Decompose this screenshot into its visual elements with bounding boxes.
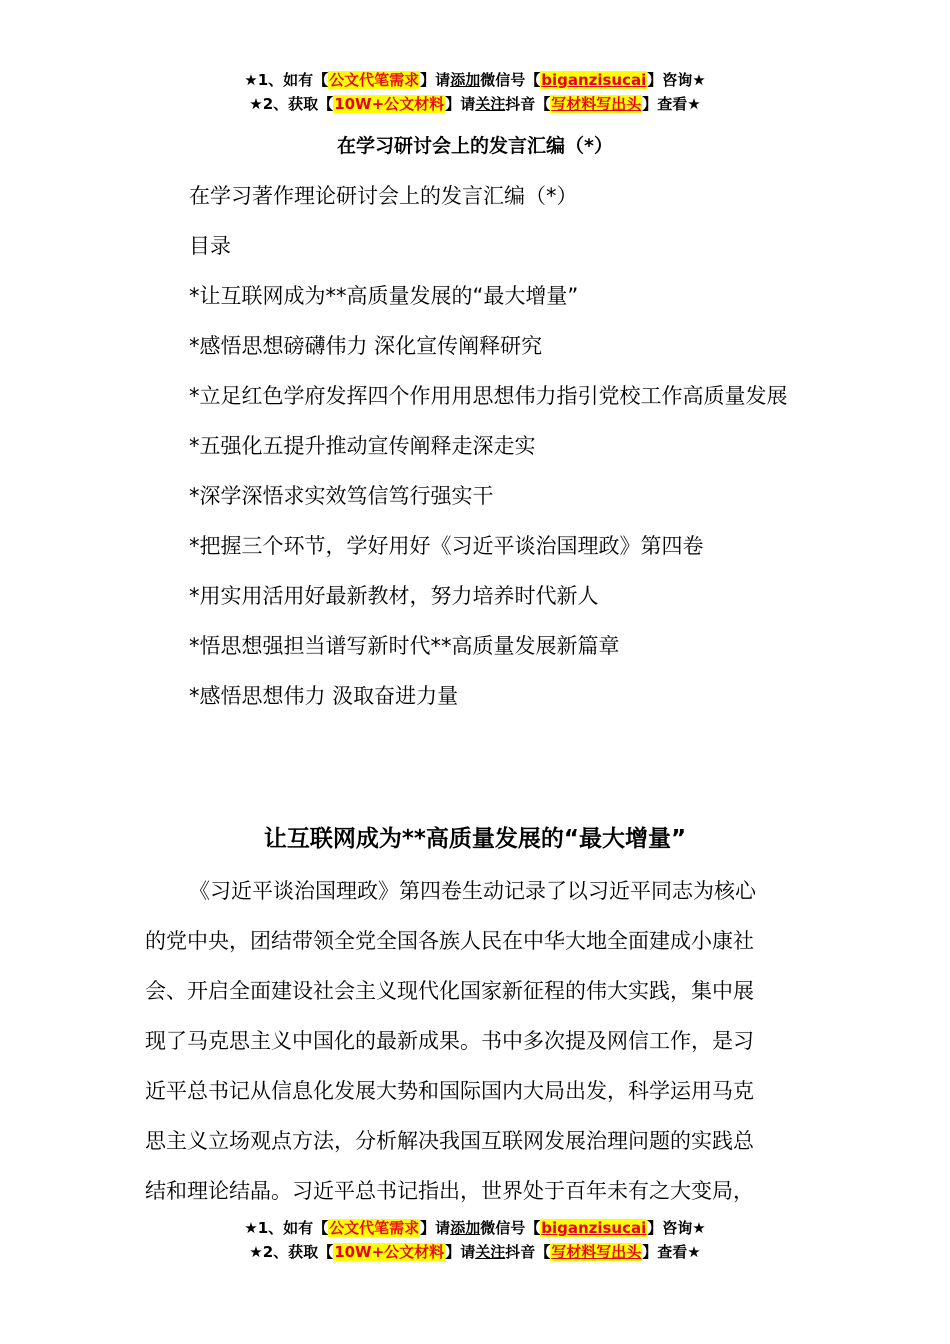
promo-emphasis: 添加 <box>450 71 481 89</box>
promo-text: ★1、如有【 <box>244 1219 329 1237</box>
section-body <box>145 866 810 1216</box>
toc-item: *把握三个环节，学好用好《习近平谈治国理政》第四卷 <box>189 534 704 558</box>
toc-subtitle: 在学习著作理论研讨会上的发言汇编（*） <box>189 184 578 208</box>
promo-text: 】请 <box>420 1219 451 1237</box>
toc-item: *立足红色学府发挥四个作用用思想伟力指引党校工作高质量发展 <box>189 384 788 408</box>
promo-highlight: 10W+公文材料 <box>334 95 445 113</box>
promo-text: ★2、获取【 <box>249 95 334 113</box>
promo-wechat-id: biganzisucai <box>541 1219 647 1237</box>
promo-highlight: 公文代笔需求 <box>329 1219 420 1237</box>
toc-item: *悟思想强担当谱写新时代**高质量发展新篇章 <box>189 634 620 658</box>
promo-text: 】咨询★ <box>647 1219 706 1237</box>
promo-text: 】请 <box>445 95 476 113</box>
body-line: 结和理论结晶。习近平总书记指出，世界处于百年未有之大变局， <box>145 1179 754 1203</box>
promo-text: 】请 <box>445 1243 476 1261</box>
promo-text: 抖音【 <box>505 95 551 113</box>
table-of-contents <box>145 171 810 721</box>
promo-line-2 <box>0 92 950 116</box>
section-title: 让互联网成为**高质量发展的“最大增量” <box>263 826 687 852</box>
body-line: 现了马克思主义中国化的最新成果。书中多次提及网信工作，是习 <box>145 1029 754 1053</box>
promo-text: 微信号【 <box>480 1219 541 1237</box>
promo-text: 】请 <box>420 71 451 89</box>
promo-text: 】咨询★ <box>647 71 706 89</box>
body-line: 会、开启全面建设社会主义现代化国家新征程的伟大实践，集中展 <box>145 979 754 1003</box>
document-title: 在学习研讨会上的发言汇编（*） <box>337 135 613 157</box>
promo-line-1 <box>0 68 950 92</box>
promo-emphasis: 关注 <box>475 95 506 113</box>
body-line: 《习近平谈治国理政》第四卷生动记录了以习近平同志为核心 <box>189 879 756 903</box>
toc-item: *用实用活用好最新教材，努力培养时代新人 <box>189 584 599 608</box>
promo-text: ★2、获取【 <box>249 1243 334 1261</box>
promo-text: 】查看★ <box>642 95 701 113</box>
toc-item: *五强化五提升推动宣传阐释走深走实 <box>189 434 536 458</box>
promo-douyin-id: 写材料写出头 <box>551 95 642 113</box>
bottom-promo-banner <box>0 1216 950 1264</box>
toc-item: *深学深悟求实效笃信笃行强实干 <box>189 484 494 508</box>
body-line: 思主义立场观点方法，分析解决我国互联网发展治理问题的实践总 <box>145 1129 754 1153</box>
promo-text: 】查看★ <box>642 1243 701 1261</box>
toc-item: *让互联网成为**高质量发展的“最大增量” <box>189 284 579 308</box>
toc-heading: 目录 <box>189 234 231 258</box>
promo-line-2 <box>0 1240 950 1264</box>
promo-emphasis: 添加 <box>450 1219 481 1237</box>
promo-text: ★1、如有【 <box>244 71 329 89</box>
body-line: 近平总书记从信息化发展大势和国际国内大局出发，科学运用马克 <box>145 1079 754 1103</box>
top-promo-banner <box>0 68 950 116</box>
promo-text: 抖音【 <box>505 1243 551 1261</box>
promo-text: 微信号【 <box>480 71 541 89</box>
body-line: 的党中央，团结带领全党全国各族人民在中华大地全面建成小康社 <box>145 929 754 953</box>
promo-line-1 <box>0 1216 950 1240</box>
toc-item: *感悟思想磅礴伟力 深化宣传阐释研究 <box>189 334 543 358</box>
promo-highlight: 10W+公文材料 <box>334 1243 445 1261</box>
promo-wechat-id: biganzisucai <box>541 71 647 89</box>
promo-douyin-id: 写材料写出头 <box>551 1243 642 1261</box>
promo-emphasis: 关注 <box>475 1243 506 1261</box>
promo-highlight: 公文代笔需求 <box>329 71 420 89</box>
toc-item: *感悟思想伟力 汲取奋进力量 <box>189 684 459 708</box>
